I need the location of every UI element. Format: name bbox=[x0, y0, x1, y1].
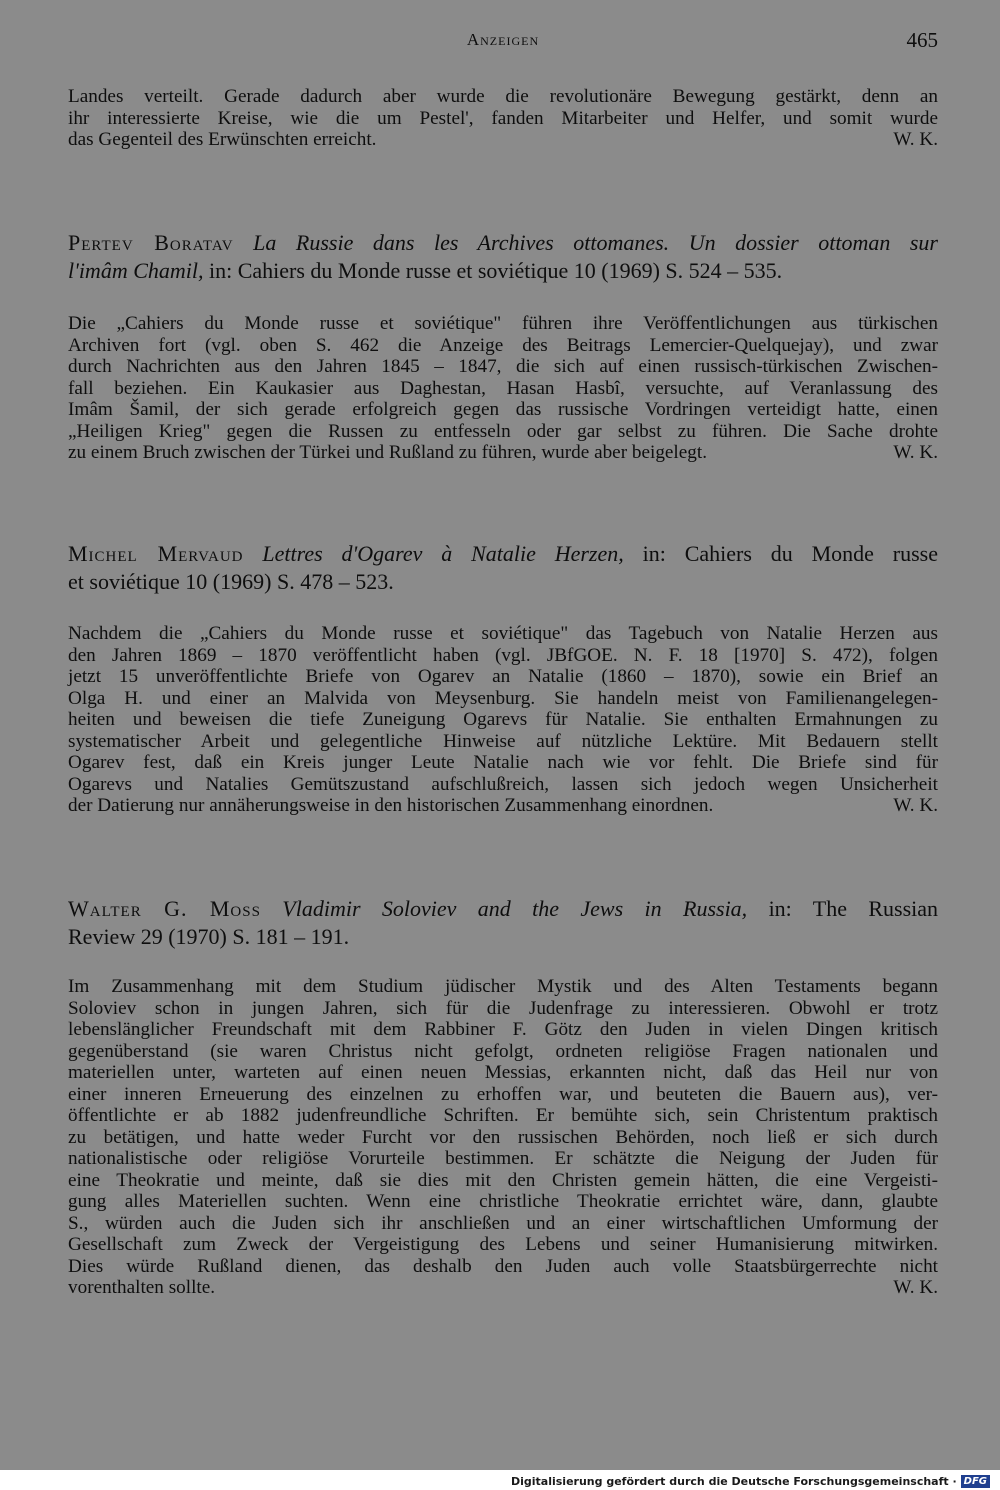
text-line: Imâm Šamil, der sich gerade erfolgreich gegen das russische Vordringen verteidigt hatte, einen bbox=[68, 399, 938, 420]
running-title: Anzeigen bbox=[466, 30, 540, 49]
review-source: in: The Russian bbox=[768, 896, 939, 921]
page-header bbox=[68, 28, 938, 56]
signature: W. K. bbox=[893, 795, 938, 816]
text-line: zu betätigen, und hatte weder Furcht vor den russischen Behörden, noch ließ er sich durch bbox=[68, 1126, 938, 1148]
text-line: Dies würde Rußland dienen, das deshalb den Juden auch volle Staatsbürgerrechte nicht bbox=[68, 1255, 938, 1277]
text-line: Nachdem die „Cahiers du Monde russe et soviétique" das Tagebuch von Natalie Herzen aus bbox=[68, 623, 938, 644]
review-source: Review 29 (1970) S. 181 – 191. bbox=[68, 924, 350, 949]
text-line: den Jahren 1869 – 1870 veröffentlicht haben (vgl. JBfGOE. N. F. 18 [1970] S. 472), folgen bbox=[68, 644, 938, 666]
text-line: materiellen unter, warteten auf einen neuen Messias, erkannten nicht, daß das Heil nur von bbox=[68, 1062, 938, 1083]
review-title: l'imâm Chamil, bbox=[68, 258, 204, 283]
text-line: einer inneren Erneuerung des einzelnen zu erhoffen war, und beuteten die Bauern aus), ver- bbox=[68, 1083, 938, 1105]
text-line: Archiven fort (vgl. oben S. 462 die Anzeige des Beitrags Lemercier-Quelquejay), und zwar bbox=[68, 334, 938, 356]
text-line: Ogarevs und Natalies Gemütszustand aufschlußreich, lassen sich jedoch wegen Unsicherheit bbox=[68, 773, 938, 795]
text-line: der Datierung nur annäherungsweise in den historischen Zusammenhang einordnen. bbox=[68, 795, 714, 816]
text-line: öffentlichte er ab 1882 judenfreundliche Schriften. Er bemühte sich, sein Christentum praktisch bbox=[68, 1105, 938, 1126]
text-line: nationalistische oder religiöse Vorurteile bestimmen. Er schätzte die Neigung der Juden für bbox=[68, 1148, 938, 1169]
text-line: Landes verteilt. Gerade dadurch aber wurde die revolutionäre Bewegung gestärkt, denn an bbox=[68, 86, 938, 107]
review-body bbox=[68, 623, 938, 817]
signature: W. K. bbox=[893, 129, 938, 150]
text-line: ihr interessierte Kreise, wie die um Pestel', fanden Mitarbeiter und Helfer, und somit wurde bbox=[68, 107, 938, 129]
text-line: Die „Cahiers du Monde russe et soviétique" führen ihre Veröffentlichungen aus türkischen bbox=[68, 313, 938, 334]
review-source: in: Cahiers du Monde russe bbox=[642, 541, 939, 566]
footer-text: Digitalisierung gefördert durch die Deutsche Forschungsgemeinschaft · bbox=[510, 1474, 957, 1488]
review-title: Lettres d'Ogarev à Natalie Herzen, bbox=[262, 541, 624, 566]
text-line: Olga H. und einer an Malvida von Meysenburg. Sie handeln meist von Familienangelegen- bbox=[68, 687, 938, 709]
text-line: Im Zusammenhang mit dem Studium jüdischer Mystik und des Alten Testaments begann bbox=[68, 976, 938, 997]
dfg-logo: DFG bbox=[961, 1475, 990, 1488]
signature: W. K. bbox=[893, 1277, 938, 1298]
text-line: jetzt 15 unveröffentlichte Briefe von Ogarev an Natalie (1860 – 1870), sowie ein Brief an bbox=[68, 666, 938, 687]
text-line: Gesellschaft zum Zweck der Vergeistigung des Lebens und seiner Humanisierung mitwirken. bbox=[68, 1234, 938, 1255]
text-line: eine Theokratie und meinte, daß sie dies mit den Christen gemein hätten, die eine Vergeisti- bbox=[68, 1169, 938, 1191]
digitization-footer bbox=[511, 1472, 990, 1490]
text-line: heiten und beweisen die tiefe Zuneigung Ogarevs für Natalie. Sie enthalten Ermahnungen zu bbox=[68, 709, 938, 730]
signature: W. K. bbox=[893, 442, 938, 463]
text-line: lebenslänglicher Freundschaft mit dem Rabbiner F. Götz den Juden in vielen Dingen kritisch bbox=[68, 1019, 938, 1040]
intro-paragraph bbox=[68, 86, 938, 151]
review-heading bbox=[68, 895, 938, 951]
review-heading bbox=[68, 540, 938, 596]
text-line: Soloviev schon in jungen Jahren, sich für die Judenfrage zu interessieren. Obwohl er trotz bbox=[68, 997, 938, 1019]
review-body bbox=[68, 976, 938, 1299]
text-line: durch Nachrichten aus den Jahren 1845 – 1847, die sich auf einen russisch-türkischen Zwischen- bbox=[68, 356, 938, 377]
text-line: Ogarev fest, daß ein Kreis junger Leute Natalie nach wie vor fehlt. Die Briefe sind für bbox=[68, 752, 938, 773]
text-line: gegenüberstand (sie waren Christus nicht gefolgt, ordneten religiöse Fragen nationalen und bbox=[68, 1040, 938, 1062]
text-line: systematischer Arbeit und gelegentliche Hinweise auf nützliche Lektüre. Mit Bedauern stellt bbox=[68, 730, 938, 752]
text-line: S., würden auch die Juden sich ihr anschließen und an einer wirtschaftlichen Umformung der bbox=[68, 1212, 938, 1234]
review-source: et soviétique 10 (1969) S. 478 – 523. bbox=[68, 569, 394, 594]
text-line: gung alles Materiellen suchten. Wenn eine christliche Theokratie errichtet wäre, dann, glaubte bbox=[68, 1191, 938, 1212]
review-author: Pertev Boratav bbox=[68, 230, 234, 255]
text-line: zu einem Bruch zwischen der Türkei und Rußland zu führen, wurde aber beigelegt. bbox=[68, 442, 708, 463]
text-line: „Heiligen Krieg" gegen die Russen zu entfesseln oder gar selbst zu führen. Die Sache drohte bbox=[68, 420, 938, 442]
review-title: La Russie dans les Archives ottomanes. Un dossier ottoman sur bbox=[253, 230, 938, 255]
text-line: das Gegenteil des Erwünschten erreicht. bbox=[68, 129, 377, 150]
review-heading bbox=[68, 229, 938, 285]
review-body bbox=[68, 313, 938, 464]
text-line: fall beziehen. Ein Kaukasier aus Daghestan, Hasan Hasbî, versuchte, auf Veranlassung des bbox=[68, 377, 938, 399]
text-line: vorenthalten sollte. bbox=[68, 1277, 216, 1298]
review-source: in: Cahiers du Monde russe et soviétique 10 (1969) S. 524 – 535. bbox=[209, 258, 783, 283]
review-title: Vladimir Soloviev and the Jews in Russia, bbox=[282, 896, 748, 921]
review-author: Walter G. Moss bbox=[68, 896, 261, 921]
review-author: Michel Mervaud bbox=[68, 541, 244, 566]
page-number: 465 bbox=[906, 28, 938, 52]
